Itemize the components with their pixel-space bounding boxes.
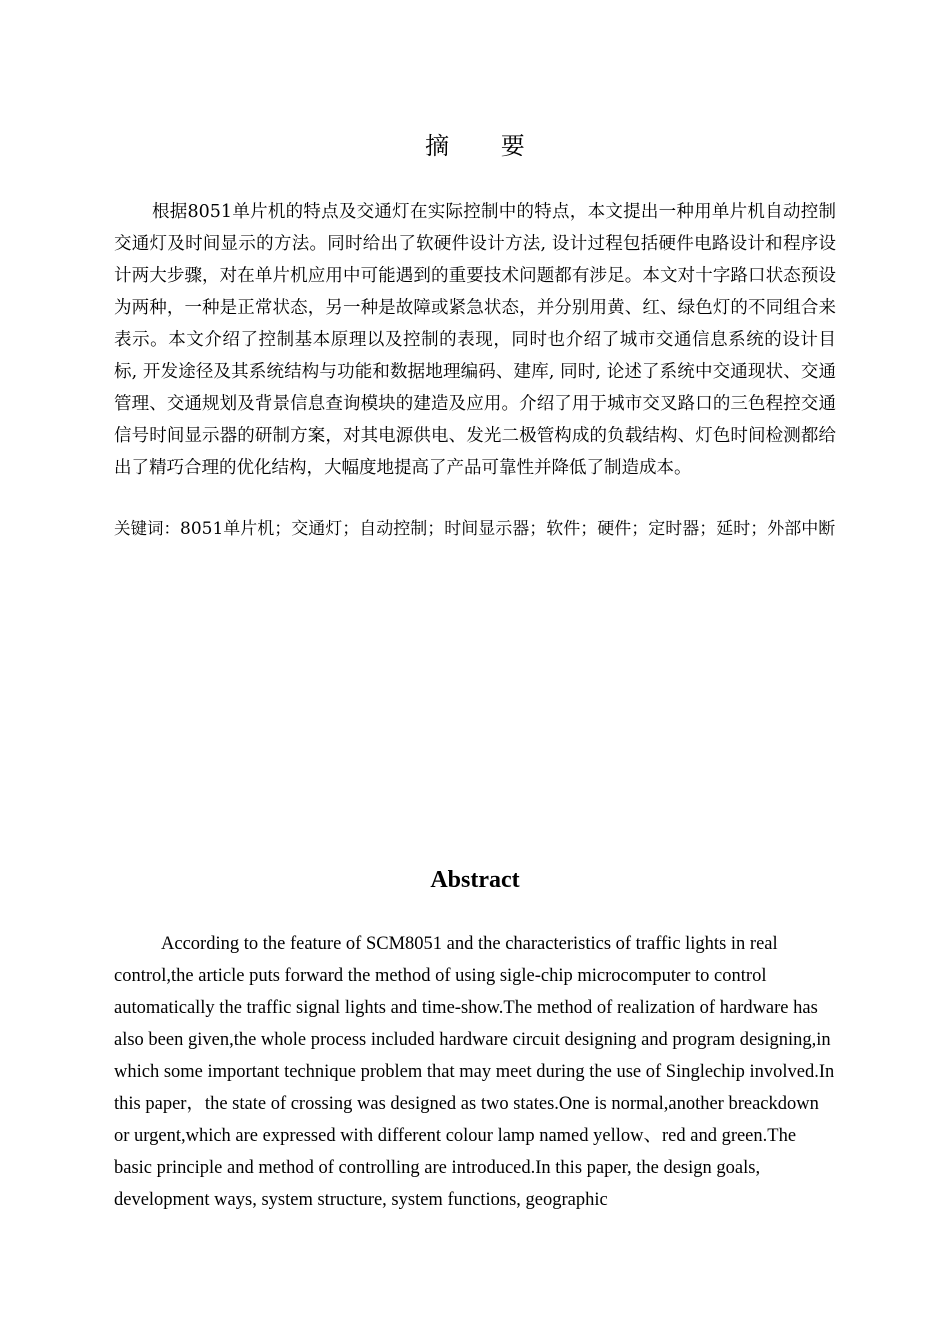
english-abstract-body: According to the feature of SCM8051 and the characteristics of traffic lights in real control,the article puts forward the method of using sigle-chip microcomputer to control automatically the traffic signal lights and time-show.The method of realization of hardware has also been given,the whole process included hardware circuit designing and program designing,in which some important technique problem that may meet during the use of Singlechip involved.In this paper，the state of crossing was designed as two states.One is normal,another breackdown or urgent,which are expressed with different colour lamp named yellow、red and green.The basic principle and method of controlling are introduced.In this paper, the design goals, development ways, system structure, system functions, geographic [114, 934, 835, 1210]
chinese-abstract-body: 根据8051单片机的特点及交通灯在实际控制中的特点，本文提出一种用单片机自动控制交通灯及时间显示的方法。同时给出了软硬件设计方法, 设计过程包括硬件电路设计和程序设计两大步骤，对在单片机应用中可能遇到的重要技术问题都有涉足。本文对十字路口状态预设为两种，一种是正常状态，另一种是故障或紧急状态，并分别用黄、红、绿色灯的不同组合来表示。本文介绍了控制基本原理以及控制的表现，同时也介绍了城市交通信息系统的设计目标, 开发途径及其系统结构与功能和数据地理编码、建库, 同时, 论述了系统中交通现状、交通管理、交通规划及背景信息查询模块的建造及应用。介绍了用于城市交叉路口的三色程控交通信号时间显示器的研制方案，对其电源供电、发光二极管构成的负载结构、灯色时间检测都给出了精巧合理的优化结构，大幅度地提高了产品可靠性并降低了制造成本。 [114, 202, 836, 478]
keywords-list: 8051单片机；交通灯；自动控制；时间显示器；软件；硬件；定时器；延时；外部中断 [180, 519, 836, 539]
chinese-abstract-title: 摘 要 [425, 132, 547, 160]
chinese-keywords [114, 513, 838, 545]
english-abstract-title: Abstract [430, 867, 520, 893]
keywords-label: 关键词： [114, 519, 180, 538]
